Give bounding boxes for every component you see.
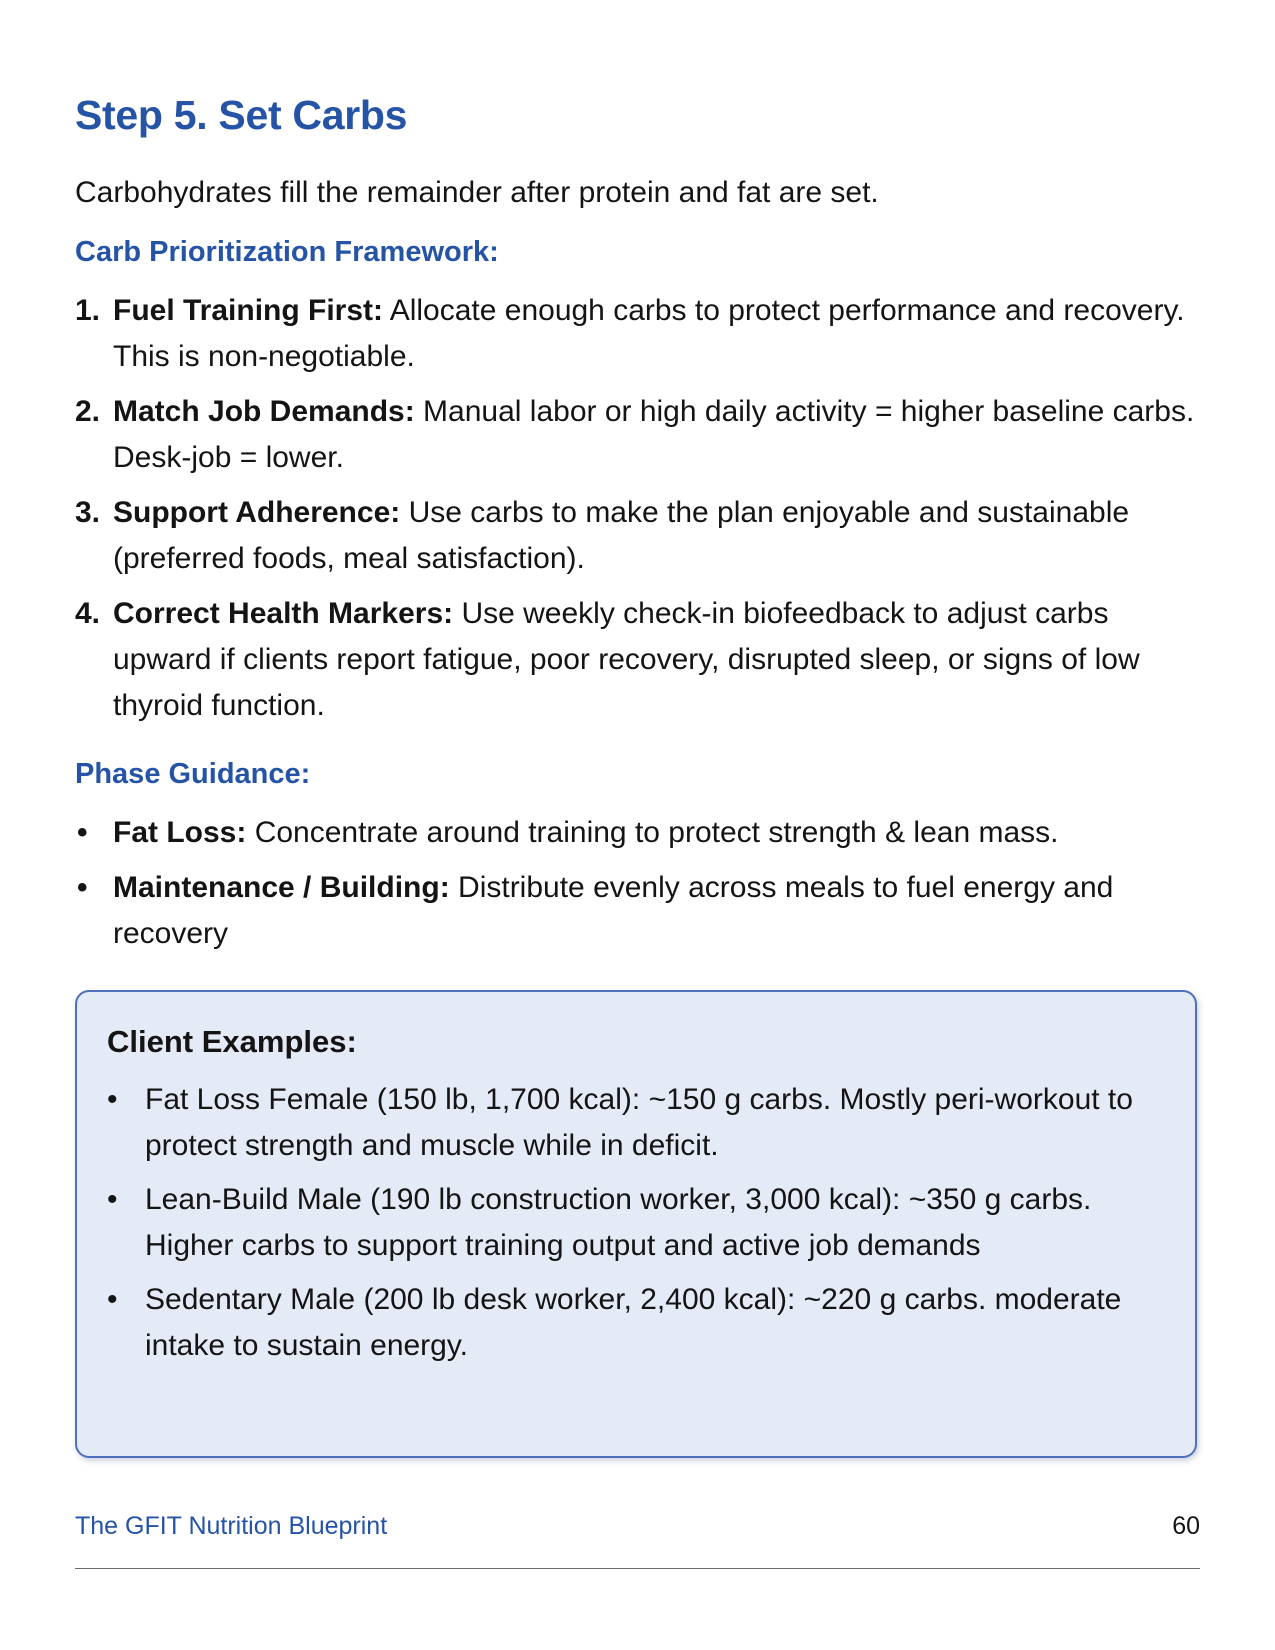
framework-item — [75, 389, 1200, 481]
list-number: 3. — [75, 496, 101, 529]
example-text: Lean-Build Male (190 lb construction worker, 3,000 kcal): ~350 g carbs. Higher carbs to support training output and active job demands — [145, 1183, 1092, 1262]
intro-paragraph: Carbohydrates fill the remainder after protein and fat are set. — [75, 176, 879, 209]
framework-item — [75, 288, 1200, 380]
item-text: Concentrate around training to protect strength & lean mass. — [246, 816, 1059, 849]
phase-heading: Phase Guidance: — [75, 758, 311, 790]
list-number: 2. — [75, 395, 101, 428]
list-number: 1. — [75, 294, 101, 327]
example-item — [107, 1277, 1167, 1369]
bullet-icon: • — [107, 1283, 118, 1316]
item-lead: Match Job Demands: — [113, 395, 415, 428]
example-text: Fat Loss Female (150 lb, 1,700 kcal): ~150 g carbs. Mostly peri-workout to protect strength and muscle while in deficit. — [145, 1083, 1133, 1162]
client-examples-callout — [75, 990, 1197, 1458]
item-text: Distribute evenly across meals to fuel energy and recovery — [113, 871, 1114, 950]
item-lead: Correct Health Markers: — [113, 597, 454, 630]
bullet-icon: • — [107, 1183, 118, 1216]
footer-title: The GFIT Nutrition Blueprint — [75, 1512, 388, 1540]
item-text: Manual labor or high daily activity = higher baseline carbs. Desk-job = lower. — [113, 395, 1195, 474]
example-item — [107, 1177, 1167, 1269]
example-text: Sedentary Male (200 lb desk worker, 2,400 kcal): ~220 g carbs. moderate intake to sustain energy. — [145, 1283, 1122, 1362]
footer-divider — [75, 1568, 1200, 1569]
examples-list — [107, 1077, 1167, 1377]
phase-item — [75, 810, 1200, 856]
bullet-icon: • — [107, 1083, 118, 1116]
item-lead: Fuel Training First: — [113, 294, 384, 327]
framework-item — [75, 490, 1200, 582]
document-page — [75, 0, 1200, 1650]
item-text: Use carbs to make the plan enjoyable and sustainable (preferred foods, meal satisfaction). — [113, 496, 1130, 575]
framework-list — [75, 288, 1200, 738]
item-text: Allocate enough carbs to protect performance and recovery. This is non-negotiable. — [113, 294, 1185, 373]
framework-heading: Carb Prioritization Framework: — [75, 236, 499, 268]
example-item — [107, 1077, 1167, 1169]
item-lead: Support Adherence: — [113, 496, 401, 529]
list-number: 4. — [75, 597, 101, 630]
item-lead: Fat Loss: — [113, 816, 247, 849]
phase-list — [75, 810, 1200, 966]
page-number: 60 — [1172, 1512, 1200, 1540]
page-title: Step 5. Set Carbs — [75, 92, 408, 138]
framework-item — [75, 591, 1200, 729]
phase-item — [75, 865, 1200, 957]
bullet-icon: • — [77, 816, 88, 849]
item-text: Use weekly check-in biofeedback to adjust carbs upward if clients report fatigue, poor recovery, disrupted sleep, or signs of low thyroid function. — [113, 597, 1140, 722]
callout-title: Client Examples: — [107, 1024, 357, 1059]
item-lead: Maintenance / Building: — [113, 871, 450, 904]
bullet-icon: • — [77, 871, 88, 904]
